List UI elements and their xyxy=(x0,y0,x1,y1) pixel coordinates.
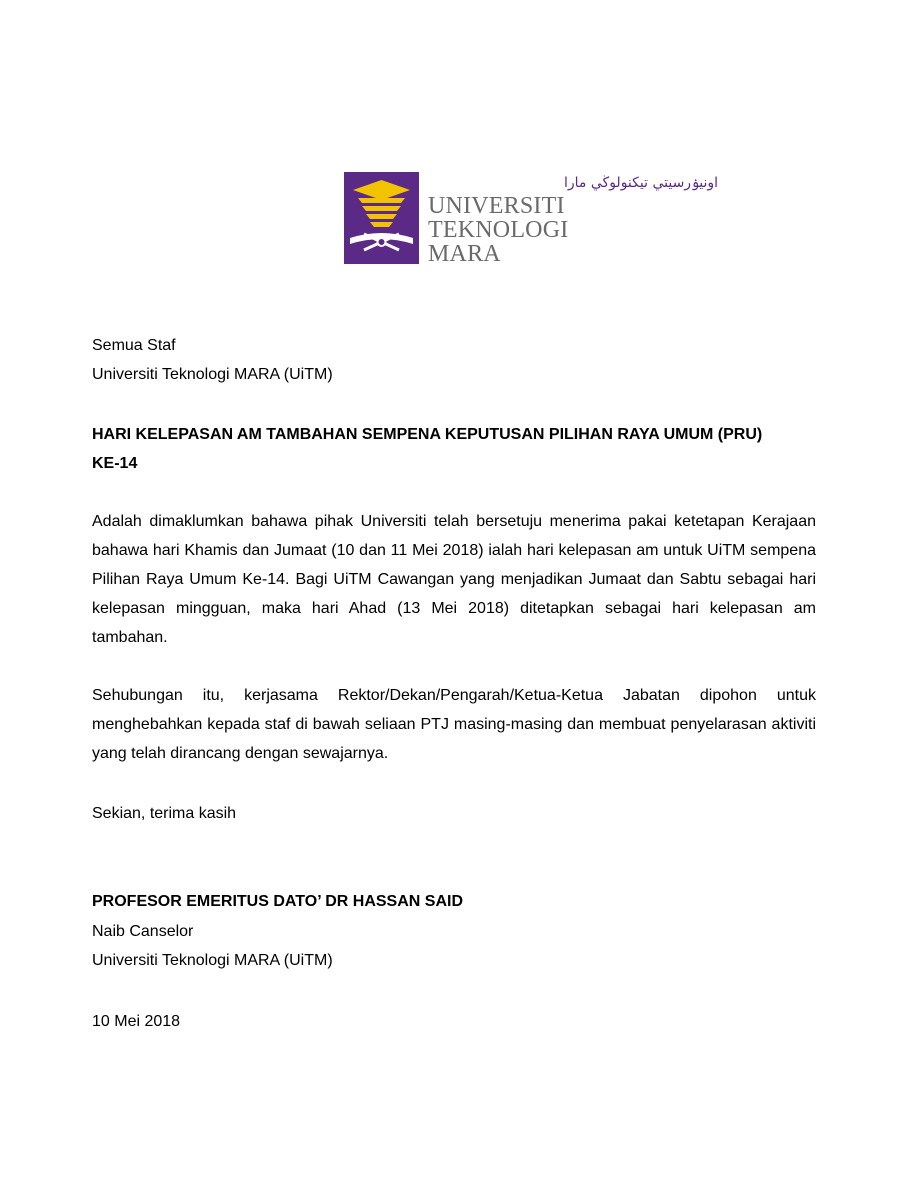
signatory-name: PROFESOR EMERITUS DATO’ DR HASSAN SAID xyxy=(92,893,463,910)
uitm-emblem-icon xyxy=(344,172,419,264)
logo-name-line-3: MARA xyxy=(428,241,501,267)
logo-jawi-text xyxy=(428,170,719,192)
letter-date: 10 Mei 2018 xyxy=(92,1013,181,1030)
logo-name-line-2: TEKNOLOGI xyxy=(428,217,569,243)
closing-text: Sekian, terima kasih xyxy=(92,805,237,822)
body-paragraph-1: Adalah dimaklumkan bahawa pihak Universiti telah bersetuju menerima pakai ketetapan Kerajaan bahawa hari Khamis dan Jumaat (10 dan 11 Mei 2018) ialah hari kelepasan am untuk UiTM sempena Pilihan Raya Umum Ke-14. Bagi UiTM Cawangan yang menjadikan Jumaat dan Sabtu sebagai hari kelepasan mingguan, maka hari Ahad (13 Mei 2018) ditetapkan sebagai hari kelepasan am tambahan. xyxy=(92,513,816,646)
uitm-logo xyxy=(344,168,719,268)
signatory-title: Naib Canselor xyxy=(92,923,194,940)
recipient-line-2: Universiti Teknologi MARA (UiTM) xyxy=(92,366,333,383)
body-paragraph-2: Sehubungan itu, kerjasama Rektor/Dekan/Pengarah/Ketua-Ketua Jabatan dipohon untuk menghebahkan kepada staf di bawah seliaan PTJ masing-masing dan membuat penyelarasan aktiviti yang telah dirancang dengan sewajarnya. xyxy=(92,687,816,762)
signatory-institution: Universiti Teknologi MARA (UiTM) xyxy=(92,952,333,969)
subject-line-2: KE-14 xyxy=(92,455,138,472)
subject-line-1: HARI KELEPASAN AM TAMBAHAN SEMPENA KEPUTUSAN PILIHAN RAYA UMUM (PRU) xyxy=(92,426,763,443)
recipient-line-1: Semua Staf xyxy=(92,337,176,354)
svg-text:اونيۏرسيتي تيكنولوڬي مارا: اونيۏرسيتي تيكنولوڬي مارا xyxy=(564,175,719,191)
logo-name-line-1: UNIVERSITI xyxy=(428,193,565,219)
